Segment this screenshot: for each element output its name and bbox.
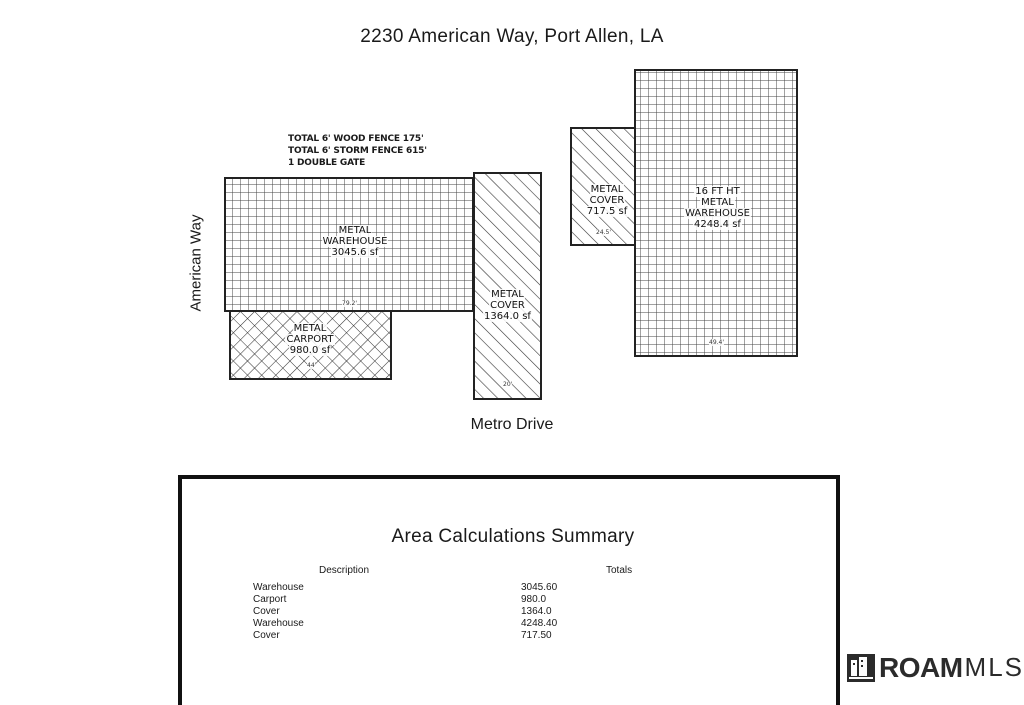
summary-row-description: Carport [253,594,287,605]
fence-note: TOTAL 6' WOOD FENCE 175' [288,134,424,144]
summary-row-total: 980.0 [521,594,547,605]
fence-note: 1 DOUBLE GATE [288,158,366,168]
summary-row-description: Cover [253,606,280,617]
dimension-label: 20' [503,381,513,388]
summary-row-total: 3045.60 [521,582,558,593]
summary-row-total: 4248.40 [521,618,558,629]
building-label-line: METAL [338,225,372,236]
carport-label [260,323,360,356]
street-label-metro-drive: Metro Drive [470,416,554,433]
building-label-line: COVER [490,300,525,311]
building-area: 717.5 sf [586,206,628,217]
building-label-line: METAL [590,184,624,195]
summary-header-totals: Totals [606,565,633,576]
page-title: 2230 American Way, Port Allen, LA [360,26,664,47]
summary-row-total: 1364.0 [521,606,552,617]
building-label-line: WAREHOUSE [685,208,750,219]
logo-text-bold: ROAM [878,651,963,683]
cover-right-label [575,184,639,217]
building-label-line: METAL [293,323,327,334]
dimension-label: 49.4' [709,339,725,346]
summary-row-total: 717.50 [521,630,552,641]
dimension-label: 24.5' [596,229,612,236]
building-logo-icon [847,654,875,682]
summary-row-description: Warehouse [253,582,304,593]
summary-row-description: Warehouse [253,618,304,629]
roam-mls-logo [847,652,1024,683]
warehouse-right-label [670,186,765,230]
fence-notes [288,133,427,169]
building-label-line: CARPORT [286,334,334,345]
cover-center-label [470,289,545,322]
summary-totals-column [521,582,557,642]
building-area: 1364.0 sf [484,311,531,322]
building-area: 980.0 sf [289,345,331,356]
building-area: 3045.6 sf [331,247,379,258]
building-area: 4248.4 sf [694,219,741,230]
building-label-line: COVER [589,195,625,206]
dimension-label: 44' [307,362,317,369]
summary-description-column [253,582,304,642]
summary-title: Area Calculations Summary [391,526,635,547]
summary-header-description: Description [319,565,370,576]
cover-center-shape [474,173,541,399]
building-label-line: WAREHOUSE [322,236,388,247]
building-label-line: METAL [701,197,734,208]
street-label-american-way: American Way [187,214,205,312]
summary-row-description: Cover [253,630,280,641]
building-label-line: METAL [491,289,524,300]
logo-text-light: MLS [964,652,1024,682]
building-label-line: 16 FT HT [695,186,740,197]
dimension-label: 79.2' [342,300,358,307]
warehouse-left-label [300,225,410,258]
fence-note: TOTAL 6' STORM FENCE 615' [288,146,427,156]
